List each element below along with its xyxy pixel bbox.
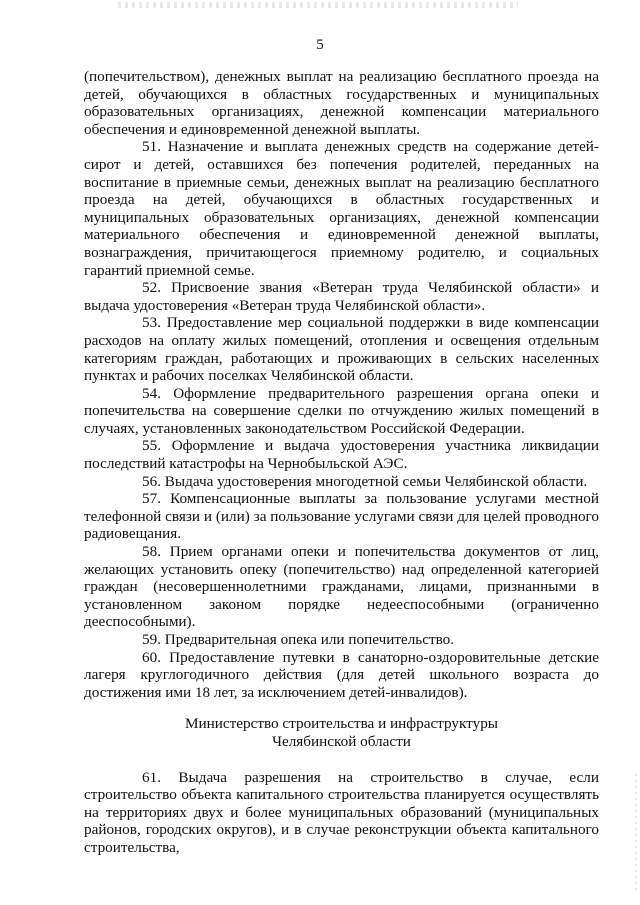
item-56: 56. Выдача удостоверения многодетной семьи Челябинской области. <box>142 472 588 490</box>
item-60: 60. Предоставление путевки в санаторно-оздоровительные детские лагеря круглогодичного действия (для детей школьного возраста до достижения ими 18 лет, за исключением детей-инвалидов). <box>84 648 599 701</box>
page-number: 5 <box>316 37 324 53</box>
item-51: 51. Назначение и выплата денежных средств на содержание детей-сирот и детей, оставшихся без попечения родителей, переданных на воспитание в приемные семьи, денежных выплат на реализацию бесплатного проезда на детей, обучающихся в областных государственных и муниципальных образовательных организациях, денежной компенсации материального обеспечения и единовременной денежной выплаты, вознаграждения, причитающегося приемному родителю, и социальных гарантий приемной семье. <box>84 138 599 279</box>
scan-header-noise <box>118 2 518 8</box>
section-title-line-1: Министерство строительства и инфраструктуры <box>185 715 498 733</box>
item-58: 58. Прием органами опеки и попечительства документов от лиц, желающих установить опеку (попечительство) над определенной категорией граждан (несовершеннолетними гражданами, лицами, признанными в установленном законом порядке недееспособными (ограниченно дееспособными). <box>84 543 599 631</box>
item-61: 61. Выдача разрешения на строительство в случае, если строительство объекта капитального строительства планируется осуществлять на территориях двух и более муниципальных образований (муниципальных районов, городских округов), и в случае реконструкции объекта капитального строительства, <box>84 768 599 856</box>
item-52: 52. Присвоение звания «Ветеран труда Челябинской области» и выдача удостоверения «Ветеран труда Челябинской области». <box>84 279 599 314</box>
item-55: 55. Оформление и выдача удостоверения участника ликвидации последствий катастрофы на Чернобыльской АЭС. <box>84 437 599 473</box>
item-59: 59. Предварительная опека или попечительство. <box>142 631 455 648</box>
scan-right-edge-marks <box>635 774 637 892</box>
item-54: 54. Оформление предварительного разрешения органа опеки и попечительства на совершение сделки по отчуждению жилых помещений в случаях, установленных законодательством Российской Федерации. <box>84 384 599 437</box>
item-57: 57. Компенсационные выплаты за пользование услугами местной телефонной связи и (или) за пользование услугами связи для целей проводного радиовещания. <box>84 490 599 543</box>
item-53: 53. Предоставление мер социальной поддержки в виде компенсации расходов на оплату жилых помещений, отопления и освещения отдельным категориям граждан, работающих и проживающих в сельских населенных пунктах и рабочих поселках Челябинской области. <box>84 314 599 385</box>
section-title-line-2: Челябинской области <box>272 732 411 750</box>
section-title <box>84 715 599 750</box>
document-body <box>84 68 599 857</box>
continuation-paragraph: (попечительством), денежных выплат на реализацию бесплатного проезда на детей, обучающихся в областных государственных и муниципальных образовательных организациях, денежной компенсации материального обеспечения и единовременной денежной выплаты. <box>84 68 599 138</box>
